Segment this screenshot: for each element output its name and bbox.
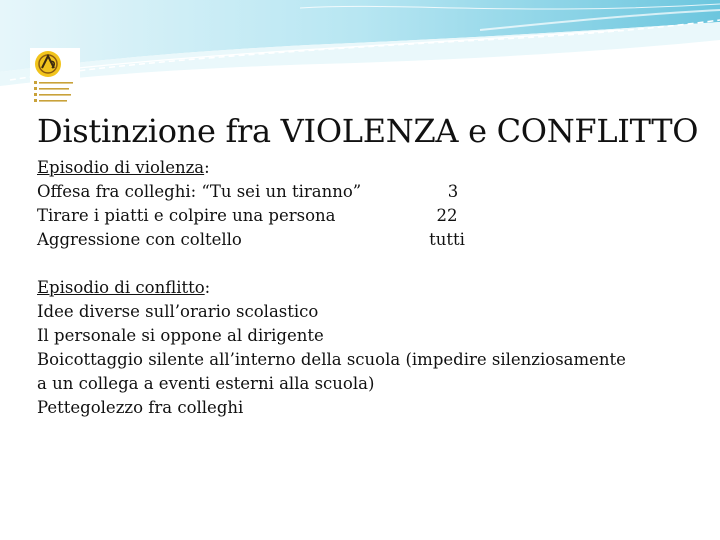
violence-row — [37, 204, 697, 228]
violence-row-label: Offesa fra colleghi: “Tu sei un tiranno” — [37, 182, 362, 201]
violence-section — [37, 156, 697, 252]
conflict-heading-text: Episodio di conflitto — [37, 278, 205, 297]
violence-row-value: tutti — [429, 230, 465, 249]
slide-title: Distinzione fra VIOLENZA e CONFLITTO — [37, 112, 699, 150]
violence-heading-text: Episodio di violenza — [37, 158, 205, 177]
header-wave-banner — [0, 0, 720, 90]
conflict-line: a un collega a eventi esterni alla scuola) — [37, 374, 375, 393]
violence-row-value: 22 — [436, 206, 458, 225]
violence-row — [37, 180, 697, 204]
violence-row-label: Tirare i piatti e colpire una persona — [37, 206, 336, 225]
violence-heading — [37, 156, 697, 180]
conflict-heading — [37, 276, 697, 300]
school-logo-icon — [30, 48, 80, 106]
violence-row-value: 3 — [447, 182, 459, 201]
conflict-line: Boicottaggio silente all’interno della scuola (impedire silenziosamente — [37, 350, 626, 369]
conflict-line: Idee diverse sull’orario scolastico — [37, 302, 319, 321]
conflict-heading-colon: : — [204, 278, 211, 297]
conflict-section — [37, 276, 697, 420]
conflict-line: Pettegolezzo fra colleghi — [37, 398, 244, 417]
violence-row-label: Aggressione con coltello — [37, 230, 242, 249]
violence-heading-colon: : — [204, 158, 210, 177]
conflict-line: Il personale si oppone al dirigente — [37, 326, 324, 345]
violence-row — [37, 228, 697, 252]
